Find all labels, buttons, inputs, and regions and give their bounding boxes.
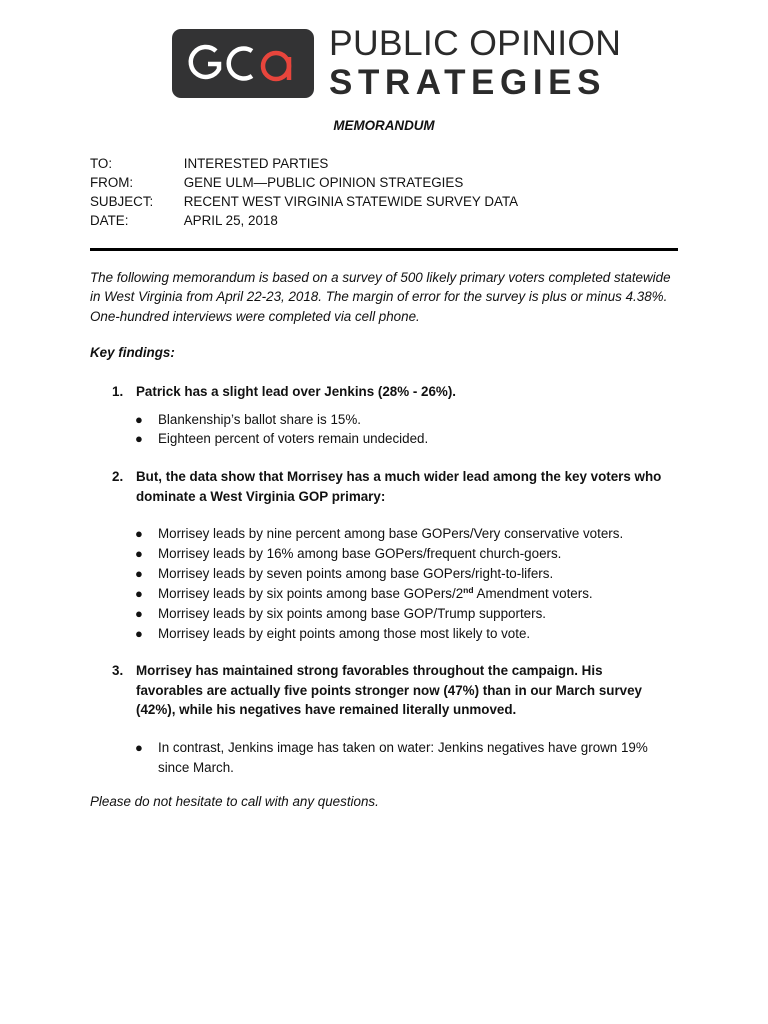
bullet-icon: ● — [135, 740, 143, 755]
list-item: ● Morrisey leads by six points among base GOPers/2nd Amendment voters. — [135, 584, 675, 604]
header-label: DATE: — [90, 213, 129, 228]
header-row-subject — [90, 192, 518, 211]
brand-name-line2: STRATEGIES — [329, 63, 607, 102]
finding-1 — [112, 382, 672, 402]
brand-name-line1: PUBLIC OPINION — [329, 23, 622, 63]
list-item: ● Morrisey leads by eight points among those most likely to vote. — [135, 624, 675, 644]
finding-3 — [112, 661, 672, 720]
bullet-icon: ● — [135, 526, 143, 541]
list-item: ● Eighteen percent of voters remain undecided. — [135, 429, 675, 449]
header-value: APRIL 25, 2018 — [183, 213, 278, 228]
bullet-icon: ● — [135, 412, 143, 427]
gca-logo-icon — [172, 29, 314, 98]
header-label: FROM: — [90, 175, 134, 190]
finding-text: But, the data show that Morrisey has a much wider lead among the key voters who dominate a West Virginia GOP primary: — [136, 469, 662, 504]
list-item: ● Morrisey leads by six points among base GOP/Trump supporters. — [135, 604, 675, 624]
bullet-icon: ● — [135, 606, 143, 621]
bullet-icon: ● — [135, 566, 143, 581]
bullet-icon: ● — [135, 586, 143, 601]
finding-number: 3. — [112, 663, 124, 678]
list-item: ● Morrisey leads by nine percent among base GOPers/Very conservative voters. — [135, 524, 675, 544]
header-row-date — [90, 211, 278, 230]
list-item: ● Morrisey leads by 16% among base GOPers/frequent church-goers. — [135, 544, 675, 564]
header-row-to — [90, 154, 328, 173]
finding-2 — [112, 467, 672, 506]
bullet-icon: ● — [135, 626, 143, 641]
company-logo-mark — [172, 29, 314, 98]
intro-paragraph: The following memorandum is based on a survey of 500 likely primary voters completed statewide in West Virginia from April 22-23, 2018. The margin of error for the survey is plus or minus 4.38%. One-hundred interviews were completed via cell phone. — [90, 270, 671, 324]
list-item: ● Morrisey leads by seven points among base GOPers/right-to-lifers. — [135, 564, 675, 584]
header-row-from — [90, 173, 463, 192]
finding-number: 2. — [112, 469, 124, 484]
header-label: TO: — [90, 156, 113, 171]
finding-number: 1. — [112, 384, 124, 399]
finding-text: Morrisey has maintained strong favorables throughout the campaign. His favorables are actually five points stronger now (47%) than in our March survey (42%), while his negatives have remained literally unmoved. — [136, 663, 643, 717]
key-findings-heading: Key findings: — [90, 345, 175, 360]
bullet-icon: ● — [135, 431, 143, 446]
finding-text: Patrick has a slight lead over Jenkins (28% - 26%). — [136, 384, 457, 399]
memo-title: MEMORANDUM — [333, 118, 435, 133]
header-label: SUBJECT: — [90, 194, 154, 209]
header-value: GENE ULM—PUBLIC OPINION STRATEGIES — [183, 175, 464, 190]
header-value: RECENT WEST VIRGINIA STATEWIDE SURVEY DATA — [183, 194, 519, 209]
header-value: INTERESTED PARTIES — [183, 156, 329, 171]
header-divider — [90, 248, 678, 251]
list-item: ● Blankenship’s ballot share is 15%. — [135, 410, 675, 430]
closing-line: Please do not hesitate to call with any questions. — [90, 794, 379, 809]
list-item: ● In contrast, Jenkins image has taken on water: Jenkins negatives have grown 19% since March. — [135, 740, 648, 775]
bullet-icon: ● — [135, 546, 143, 561]
